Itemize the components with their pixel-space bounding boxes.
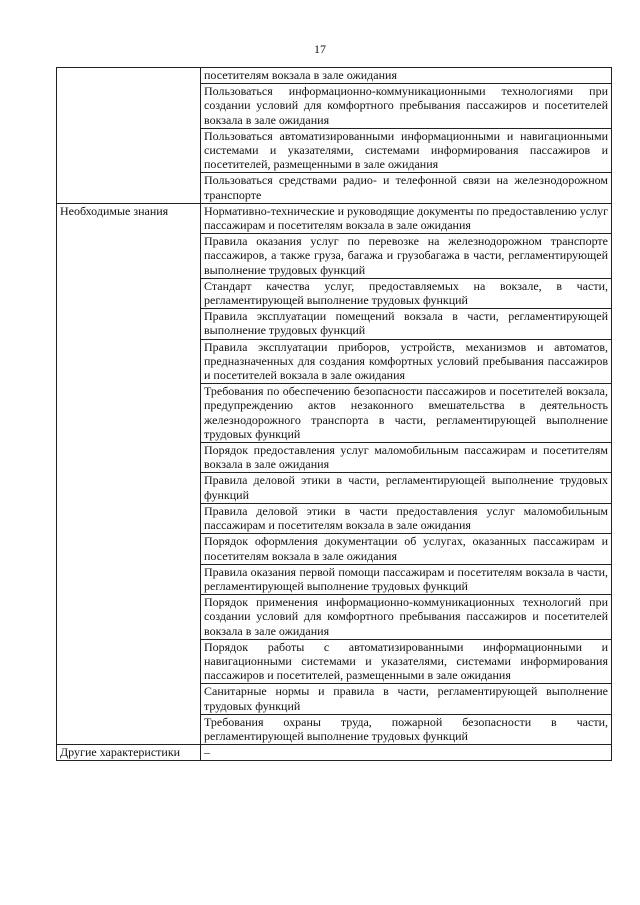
table-row [57, 68, 612, 84]
page-number: 17 [314, 42, 326, 56]
row-value: Правила оказания услуг по перевозке на железнодорожном транспорте пассажиров, а также груза, багажа и грузобагажа в части, регламентирующей выполнение трудовых функций [201, 234, 612, 279]
row-value: Пользоваться информационно-коммуникационными технологиями при создании условий для комфортного пребывания пассажиров и посетителей вокзала в зале ожидания [201, 84, 612, 129]
row-label: Необходимые знания [57, 203, 201, 744]
row-value: – [201, 745, 612, 761]
row-value: Правила оказания первой помощи пассажирам и посетителям вокзала в части, регламентирующей выполнение трудовых функций [201, 564, 612, 594]
row-value: Требования охраны труда, пожарной безопасности в части, регламентирующей выполнение трудовых функций [201, 714, 612, 744]
requirements-table-body [57, 68, 612, 761]
row-value: Правила деловой этики в части предоставления услуг маломобильным пассажирам и посетителям вокзала в зале ожидания [201, 503, 612, 533]
row-value: Стандарт качества услуг, предоставляемых на вокзале, в части, регламентирующей выполнение трудовых функций [201, 278, 612, 308]
table-row [57, 745, 612, 761]
row-value: Санитарные нормы и правила в части, регламентирующей выполнение трудовых функций [201, 684, 612, 714]
row-value: Порядок применения информационно-коммуникационных технологий при создании условий для комфортного пребывания пассажиров и посетителей вокзала в зале ожидания [201, 595, 612, 640]
row-value: Пользоваться средствами радио- и телефонной связи на железнодорожном транспорте [201, 173, 612, 203]
row-value: Порядок работы с автоматизированными информационными и навигационными системами и указателями, системами информирования пассажиров и посетителей, размещенными в зале ожидания [201, 639, 612, 684]
table-row [57, 203, 612, 233]
row-label: Другие характеристики [57, 745, 201, 761]
row-value: Требования по обеспечению безопасности пассажиров и посетителей вокзала, предупреждению актов незаконного вмешательства в деятельность железнодорожного транспорта в части, регламентирующей выполнение трудовых функций [201, 384, 612, 443]
row-value: Правила эксплуатации помещений вокзала в части, регламентирующей выполнение трудовых функций [201, 309, 612, 339]
row-value: Пользоваться автоматизированными информационными и навигационными системами и указателями, системами информирования пассажиров и посетителей, размещенными в зале ожидания [201, 128, 612, 173]
row-value: Нормативно-технические и руководящие документы по предоставлению услуг пассажирам и посетителям вокзала в зале ожидания [201, 203, 612, 233]
row-value: Правила эксплуатации приборов, устройств, механизмов и автоматов, предназначенных для создания комфортных условий пребывания пассажиров и посетителей вокзала в зале ожидания [201, 339, 612, 384]
row-value: посетителям вокзала в зале ожидания [201, 68, 612, 84]
row-value: Правила деловой этики в части, регламентирующей выполнение трудовых функций [201, 473, 612, 503]
row-value: Порядок предоставления услуг маломобильным пассажирам и посетителям вокзала в зале ожидания [201, 443, 612, 473]
requirements-table [56, 67, 612, 761]
row-value: Порядок оформления документации об услугах, оказанных пассажирам и посетителям вокзала в зале ожидания [201, 534, 612, 564]
row-label [57, 68, 201, 204]
